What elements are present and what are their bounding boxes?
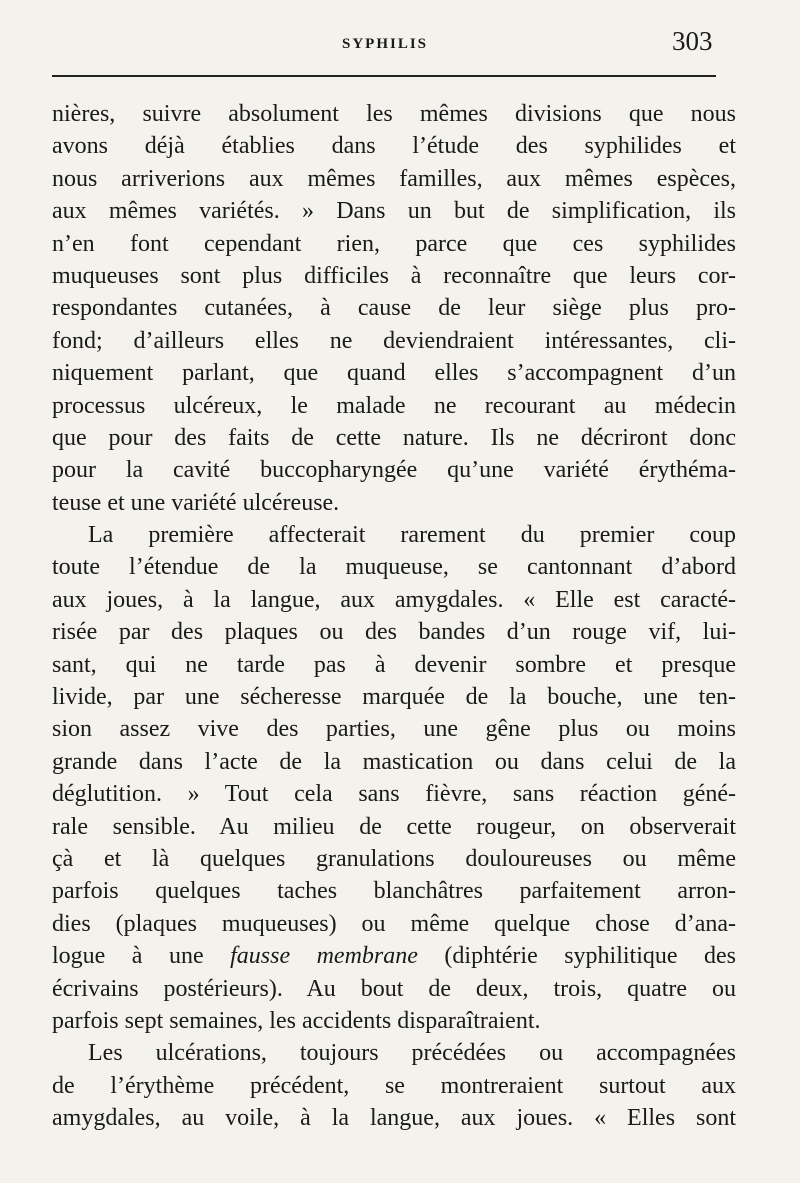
- text-line: parfois quelques taches blanchâtres parfaitement arron-: [52, 878, 736, 905]
- body-text: [52, 98, 736, 1135]
- text-line: de l’érythème précédent, se montreraient surtout aux: [52, 1072, 736, 1099]
- text-line: çà et là quelques granulations douloureuses ou même: [52, 845, 736, 872]
- text-line: nous arriverions aux mêmes familles, aux mêmes espèces,: [52, 165, 736, 192]
- text-line: parfois sept semaines, les accidents disparaîtraient.: [52, 1007, 541, 1034]
- text-line: grande dans l’acte de la mastication ou dans celui de la: [52, 748, 736, 775]
- text-line: sant, qui ne tarde pas à devenir sombre et presque: [52, 651, 736, 678]
- text-segment: logue à une: [52, 943, 204, 970]
- text-line: déglutition. » Tout cela sans fièvre, sans réaction géné-: [52, 781, 736, 808]
- text-line: respondantes cutanées, à cause de leur siège plus pro-: [52, 295, 736, 322]
- italic-term: fausse membrane: [230, 943, 418, 970]
- text-line: fond; d’ailleurs elles ne deviendraient intéressantes, cli-: [52, 327, 736, 354]
- text-line: Les ulcérations, toujours précédées ou accompagnées: [88, 1040, 736, 1067]
- text-line-with-italic: [52, 940, 736, 972]
- text-line: sion assez vive des parties, une gêne plus ou moins: [52, 716, 736, 743]
- text-segment: (diphtérie syphilitique des: [444, 943, 737, 970]
- text-line: amygdales, au voile, à la langue, aux joues. « Elles sont: [52, 1105, 736, 1132]
- text-line: nières, suivre absolument les mêmes divisions que nous: [52, 101, 736, 127]
- text-line: teuse et une variété ulcéreuse.: [52, 489, 340, 516]
- text-line: processus ulcéreux, le malade ne recourant au médecin: [52, 392, 736, 419]
- text-line: n’en font cependant rien, parce que ces syphilides: [52, 230, 736, 257]
- text-line: aux joues, à la langue, aux amygdales. « Elle est caracté-: [52, 586, 736, 613]
- text-line: pour la cavité buccopharyngée qu’une variété érythéma-: [52, 457, 736, 484]
- header-rule: [52, 75, 716, 77]
- text-line: que pour des faits de cette nature. Ils ne décriront donc: [52, 424, 736, 451]
- text-line: dies (plaques muqueuses) ou même quelque chose d’ana-: [52, 910, 736, 937]
- text-line: La première affecterait rarement du premier coup: [88, 522, 736, 549]
- text-line: avons déjà établies dans l’étude des syphilides et: [52, 133, 736, 160]
- text-line: livide, par une sécheresse marquée de la bouche, une ten-: [52, 684, 736, 711]
- text-line: niquement parlant, que quand elles s’accompagnent d’un: [52, 360, 736, 387]
- text-line: toute l’étendue de la muqueuse, se cantonnant d’abord: [52, 554, 736, 581]
- text-line: rale sensible. Au milieu de cette rougeur, on observerait: [52, 813, 736, 840]
- running-title: SYPHILIS: [342, 36, 429, 52]
- text-line: muqueuses sont plus difficiles à reconnaître que leurs cor-: [52, 262, 736, 289]
- text-line: aux mêmes variétés. » Dans un but de simplification, ils: [52, 198, 736, 225]
- running-head: [0, 28, 800, 58]
- text-line: écrivains postérieurs). Au bout de deux, trois, quatre ou: [52, 975, 736, 1002]
- text-line: risée par des plaques ou des bandes d’un rouge vif, lui-: [52, 619, 736, 646]
- page-number: 303: [672, 26, 713, 56]
